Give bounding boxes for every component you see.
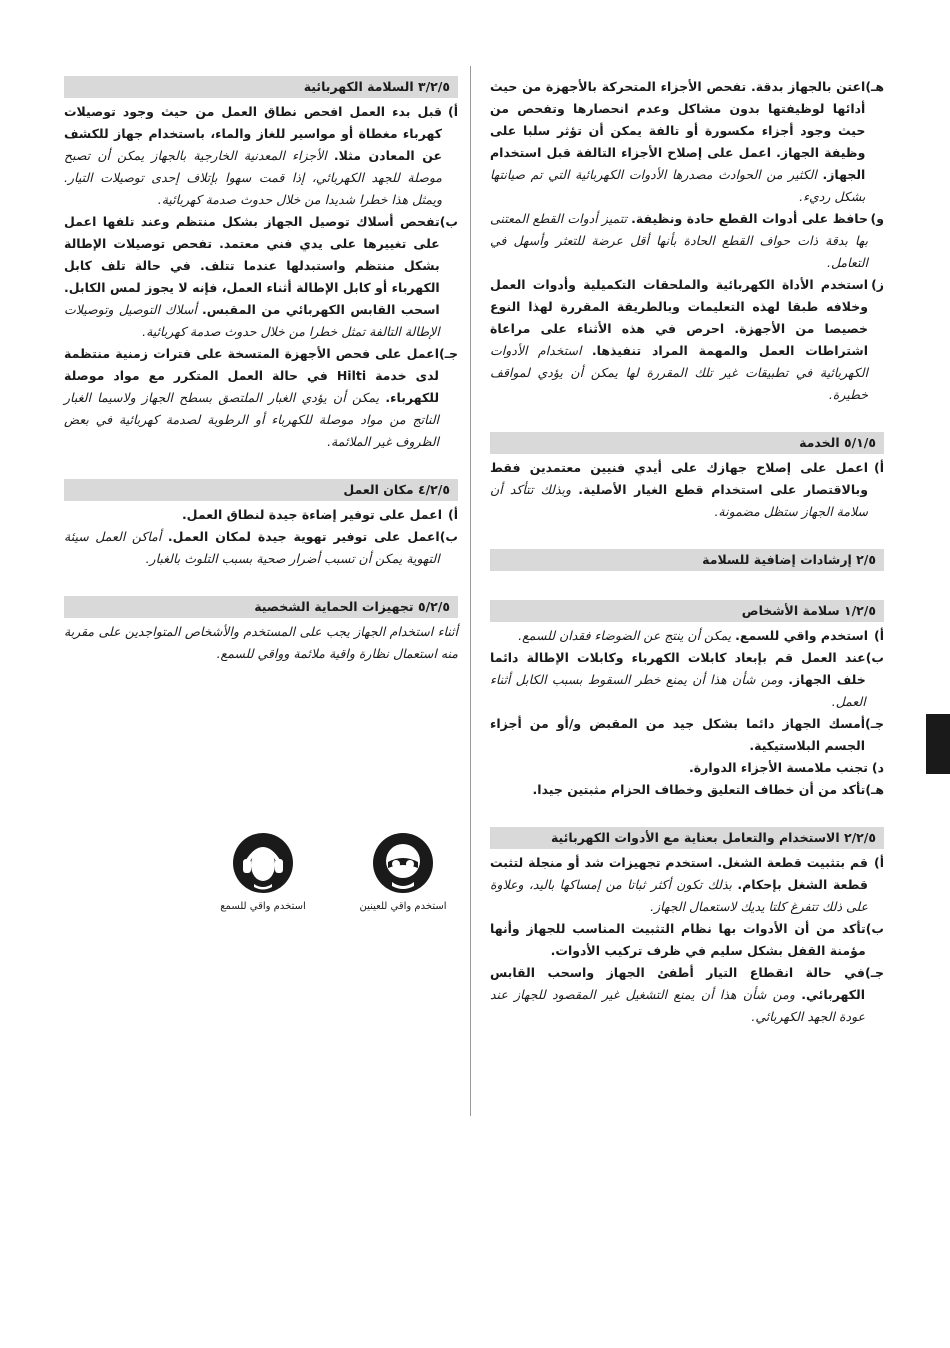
item-italic-text: الكثير من الحوادث مصدرها الأدوات الكهربائية التي تم صيانتها بشكل رديء. <box>490 167 866 204</box>
item-text <box>490 779 865 801</box>
item-label: و) <box>870 211 884 226</box>
extra-safety-heading: ٢/٥ إرشادات إضافية للسلامة <box>490 549 884 571</box>
item-bold-text: أمسك الجهاز دائما بشكل جيد من المقبض و/أو من أجزاء الجسم البلاستيكية. <box>490 716 865 753</box>
item-bold-text: اعمل على إصلاح جهازك على أيدي فنيين معتمدين فقط وبالاقتصار على استخدام قطع الغيار الأصلية. <box>490 460 868 497</box>
ear-protection-icon <box>232 832 294 894</box>
list-item <box>490 647 884 713</box>
ppe-heading: ٥/٢/٥ تجهيزات الحماية الشخصية <box>64 596 458 618</box>
item-bold-text: اعمل على فحص الأجهزة المتسخة على فترات زمنية منتظمة لدى خدمة Hilti في حالة العمل المتكرر مع مواد موصلة للكهرباء. <box>64 346 440 405</box>
item-label: ب) <box>865 650 884 665</box>
item-italic-text: يمكن أن يؤدي الغبار الملتصق بسطح الجهاز ولاسيما الغبار الناتج من مواد موصلة للكهرباء أو الرطوبة لصدمة كهربائية في بعض الظروف غير الملائمة. <box>64 390 439 449</box>
item-bold-text: اعمل على توفير إضاءة جيدة لنطاق العمل. <box>181 507 442 522</box>
item-text <box>490 852 868 918</box>
item-label: هـ) <box>865 782 884 797</box>
ear-protection-pictogram <box>208 832 318 913</box>
item-label: ب) <box>439 529 458 544</box>
item-italic-text: وبذلك تتأكد أن سلامة الجهاز ستظل مضمونة. <box>490 482 868 519</box>
eye-protection-caption: استخدم واقي للعينين <box>359 901 447 912</box>
item-text <box>490 208 868 274</box>
service-items <box>490 457 884 523</box>
item-label: أ) <box>448 507 458 522</box>
item-italic-text: تتميز أدوات القطع المعتنى بها بدقة ذات حواف القطع الحادة بأنها أقل عرضة للتعثر وأسهل في التعامل. <box>490 211 868 270</box>
item-text <box>490 625 868 647</box>
eye-protection-icon <box>372 832 434 894</box>
item-label: جـ) <box>439 346 458 361</box>
list-item <box>490 457 884 523</box>
item-label: أ) <box>448 104 458 119</box>
careful-use-heading: ٢/٢/٥ الاستخدام والتعامل بعناية مع الأدوات الكهربائية <box>490 827 884 849</box>
list-item <box>64 211 458 343</box>
item-text <box>64 504 442 526</box>
workplace-items <box>64 504 458 570</box>
maintenance-items <box>490 76 884 406</box>
item-label: أ) <box>874 855 884 870</box>
item-text <box>490 918 866 962</box>
list-item <box>490 918 884 962</box>
item-bold-text: تأكد من أن خطاف التعليق وخطاف الحزام مثبتين جيدا. <box>532 782 866 797</box>
list-item <box>490 76 884 208</box>
persons-items <box>490 625 884 801</box>
electrical-items <box>64 101 458 453</box>
item-text <box>490 76 865 208</box>
service-heading: ٥/١/٥ الخدمة <box>490 432 884 454</box>
item-label: ب) <box>439 214 458 229</box>
list-item <box>64 101 458 211</box>
right-column <box>490 76 884 1028</box>
item-bold-text: تأكد من أن الأدوات بها نظام التثبيت المناسب للجهاز وأنها مؤمنة القفل بشكل سليم في ظرف تركيب الأدوات. <box>490 921 866 958</box>
ppe-text: أثناء استخدام الجهاز يجب على المستخدم والأشخاص المتواجدين على مقربة منه استعمال نظارة واقية ملائمة وواقي للسمع. <box>64 624 458 661</box>
item-italic-text: الأجزاء المعدنية الخارجية بالجهاز يمكن أن تصبح موصلة للجهد الكهربائي، إذا قمت سهوا بإتلاف إحدى توصيلات التيار. ويمثل هذا خطرا شديدا من خلال حدوث صدمة كهربائية. <box>64 148 442 207</box>
list-item <box>490 757 884 779</box>
item-label: ز) <box>871 277 884 292</box>
item-label: أ) <box>874 628 884 643</box>
list-item <box>64 504 458 526</box>
list-item <box>64 526 458 570</box>
item-label: أ) <box>874 460 884 475</box>
column-divider <box>470 66 471 1116</box>
item-text <box>490 757 868 779</box>
electrical-safety-heading: ٣/٢/٥ السلامة الكهربائية <box>64 76 458 98</box>
item-bold-text: قبل بدء العمل افحص نطاق العمل من حيث وجود توصيلات كهرباء مغطاة أو مواسير للغاز والماء، باستخدام جهاز للكشف عن المعادن مثلا. <box>64 104 443 163</box>
list-item <box>490 625 884 647</box>
item-text <box>64 526 440 570</box>
item-bold-text: في حالة انقطاع التيار أطفئ الجهاز واسحب القابس الكهربائي. <box>490 965 865 1002</box>
list-item <box>490 208 884 274</box>
list-item <box>490 779 884 801</box>
item-bold-text: تفحص أسلاك توصيل الجهاز بشكل منتظم وعند تلفها اعمل على تغييرها على يدي فني معتمد. تفحص توصيلات الإطالة بشكل منتظم واستبدلها عندما تتلف. في حالة تلف كابل الكهرباء أو كابل الإطالة أثناء العمل، فإنه لا يجوز لمس الكابل. اسحب القابس الكهربائي من المقبس. <box>64 214 440 317</box>
language-tab-marker <box>926 714 950 774</box>
left-column <box>64 76 458 665</box>
item-text <box>490 962 865 1028</box>
list-item <box>490 852 884 918</box>
list-item <box>490 713 884 757</box>
item-bold-text: استخدم الأداة الكهربائية والملحقات التكميلية وأدوات العمل وخلافه طبقا لهذه التعليمات وبالطريقة المقررة لهذا النوع خصيصا من الأجهزة. احرص في هذه الأثناء على مراعاة اشتراطات العمل والمهمة المراد تنفيذها. <box>490 277 868 358</box>
item-italic-text: بذلك تكون أكثر ثباتا من إمساكها باليد، وعلاوة على ذلك تتفرغ كلتا يديك لاستعمال الجهاز. <box>490 877 868 914</box>
item-text <box>490 274 868 406</box>
list-item <box>64 343 458 453</box>
item-italic-text: ومن شأن هذا أن يمنع خطر السقوط بسبب الكابل أثناء العمل. <box>490 672 866 709</box>
item-label: د) <box>871 760 884 775</box>
ear-protection-caption: استخدم واقي للسمع <box>220 901 306 912</box>
item-italic-text: استخدام الأدوات الكهربائية في تطبيقات غير تلك المقررة لها يمكن أن يؤدي لمواقف خطيرة. <box>490 343 868 402</box>
item-italic-text: أسلاك التوصيل وتوصيلات الإطالة التالفة تمثل خطرا من خلال حدوث صدمة كهربائية. <box>64 302 440 339</box>
item-bold-text: تجنب ملامسة الأجزاء الدوارة. <box>689 760 868 775</box>
item-label: هـ) <box>865 79 884 94</box>
item-text <box>64 343 439 453</box>
item-text <box>490 713 865 757</box>
item-label: ب) <box>865 921 884 936</box>
item-text <box>490 457 868 523</box>
item-label: جـ) <box>865 965 884 980</box>
item-label: جـ) <box>865 716 884 731</box>
list-item <box>490 274 884 406</box>
item-italic-text: أماكن العمل سيئة التهوية يمكن أن تسبب أضرار صحية بسبب التلوث بالغبار. <box>64 529 440 566</box>
item-text <box>490 647 866 713</box>
item-bold-text: قم بتثبيت قطعة الشغل. استخدم تجهيزات شد أو منجلة لتثبت قطعة الشغل بإحكام. <box>490 855 868 892</box>
list-item <box>490 962 884 1028</box>
item-bold-text: حافظ على أدوات القطع حادة ونظيفة. <box>631 211 868 226</box>
eye-protection-pictogram <box>348 832 458 913</box>
item-italic-text: ومن شأن هذا أن يمنع التشغيل غير المقصود للجهاز عند عودة الجهد الكهربائي. <box>490 987 865 1024</box>
item-bold-text: استخدم واقي للسمع. <box>735 628 868 643</box>
workplace-heading: ٤/٢/٥ مكان العمل <box>64 479 458 501</box>
persons-safety-heading: ١/٢/٥ سلامة الأشخاص <box>490 600 884 622</box>
item-text <box>64 211 440 343</box>
item-text <box>64 101 442 211</box>
item-bold-text: اعتن بالجهاز بدقة. تفحص الأجزاء المتحركة بالأجهزة من حيث أدائها لوظيفتها بدون مشاكل وعدم انحصارها وتفحص من حيث وجود أجزاء مكسورة أو تالفة يمكن أن تؤثر سلبا على وظيفة الجهاز. اعمل على إصلاح الأجزاء التالفة قبل استخدام الجهاز. <box>490 79 866 182</box>
item-italic-text: يمكن أن ينتج عن الضوضاء فقدان للسمع. <box>518 628 732 643</box>
item-bold-text: اعمل على توفير تهوية جيدة لمكان العمل. <box>167 529 440 544</box>
careful-use-items <box>490 852 884 1028</box>
item-bold-text: عند العمل قم بإبعاد كابلات الكهرباء وكابلات الإطالة دائما خلف الجهاز. <box>490 650 866 687</box>
